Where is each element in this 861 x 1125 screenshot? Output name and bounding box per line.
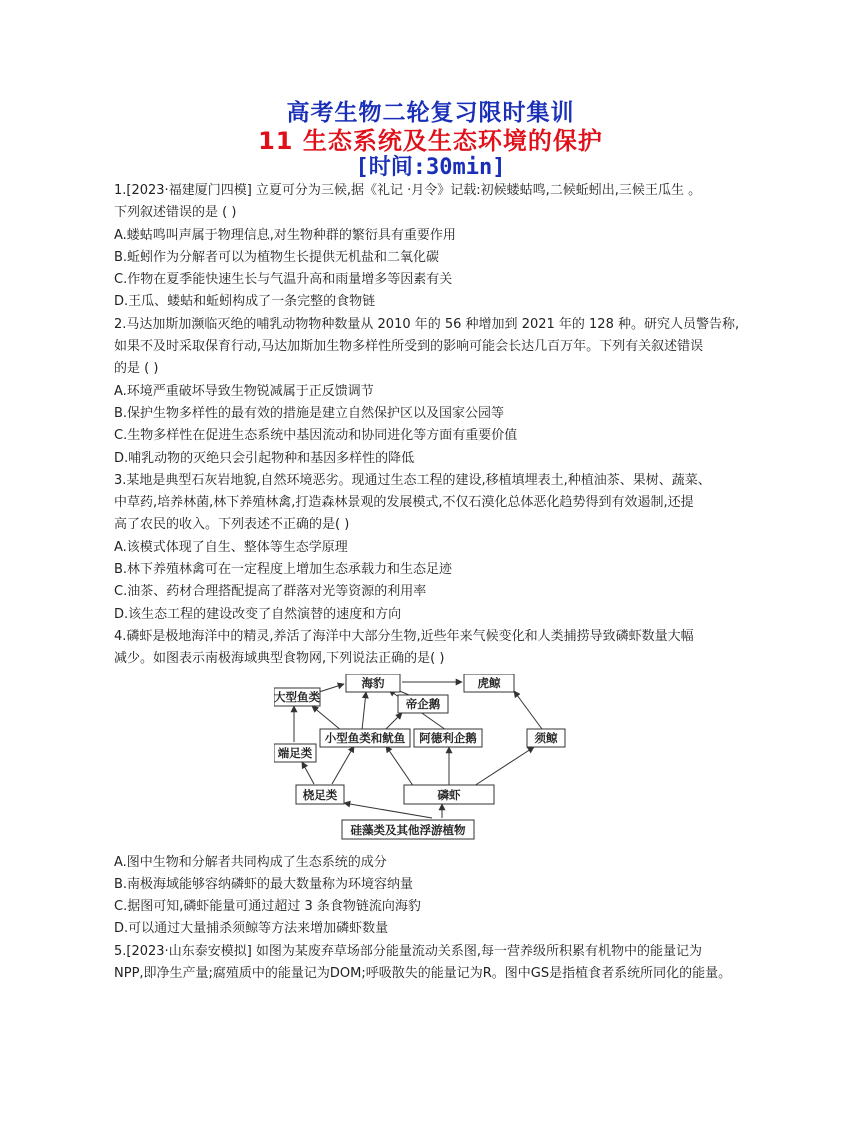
node-copepod [296, 785, 344, 804]
question-2-stem-line: 2.马达加斯加濒临灭绝的哺乳动物物种数量从 2010 年的 56 种增加到 2021 年的 128 种。研究人员警告称, [114, 316, 740, 332]
question-5-stem-line: NPP,即净生产量;腐殖质中的能量记为DOM;呼吸散失的能量记为R。图中GS是指植食者系统所同化的能量。 [114, 966, 732, 982]
svg-text:硅藻类及其他浮游植物: 硅藻类及其他浮游植物 [350, 822, 466, 837]
question-3-option-c: C.油茶、药材合理搭配提高了群落对光等资源的利用率 [114, 584, 427, 600]
question-1-option-c: C.作物在夏季能快速生长与气温升高和雨量增多等因素有关 [114, 272, 453, 288]
time-limit: [时间:30min] [355, 155, 506, 180]
svg-text:海豹: 海豹 [361, 675, 385, 690]
question-1-option-b: B.蚯蚓作为分解者可以为植物生长提供无机盐和二氧化碳 [114, 249, 440, 265]
node-baleen-whale [527, 729, 565, 747]
question-4-stem-line: 减少。如图表示南极海域典型食物网,下列说法正确的是( ) [114, 651, 445, 667]
question-2-option-b: B.保护生物多样性的最有效的措施是建立自然保护区以及国家公园等 [114, 405, 505, 421]
node-seal [346, 674, 400, 692]
question-3-stem-line: 3.某地是典型石灰岩地貌,自然环境恶劣。现通过生态工程的建设,移植填埋表土,种植油茶、果树、蔬菜、 [114, 472, 711, 488]
svg-text:磷虾: 磷虾 [437, 787, 461, 802]
question-1-stem-line: 下列叙述错误的是 ( ) [114, 205, 237, 221]
question-4-option-d: D.可以通过大量捕杀须鲸等方法来增加磷虾数量 [114, 921, 389, 937]
question-4-option-c: C.据图可知,磷虾能量可通过超过 3 条食物链流向海豹 [114, 899, 421, 915]
svg-text:阿德利企鹅: 阿德利企鹅 [419, 730, 477, 745]
question-2-stem-line: 的是 ( ) [114, 361, 159, 377]
arrow-small-fish-to-seal [362, 692, 366, 730]
arrow-copepod-to-small-fish [332, 746, 354, 784]
question-2-option-c: C.生物多样性在促进生态系统中基因流动和协同进化等方面有重要价值 [114, 428, 518, 444]
question-1-option-d: D.王瓜、蝼蛄和蚯蚓构成了一条完整的食物链 [114, 294, 376, 310]
arrow-small-fish-to-emperor [384, 713, 402, 731]
questions-body [114, 180, 754, 985]
node-krill [404, 785, 494, 804]
svg-text:帝企鹅: 帝企鹅 [405, 696, 441, 711]
node-adelie-penguin [414, 729, 482, 747]
node-orca [464, 674, 514, 692]
node-emperor-penguin [398, 695, 448, 713]
question-3-option-b: B.林下养殖林禽可在一定程度上增加生态承载力和生态足迹 [114, 562, 453, 578]
arrow-big-fish-to-seal [319, 684, 344, 692]
question-4-option-b: B.南极海域能够容纳磷虾的最大数量称为环境容纳量 [114, 876, 414, 892]
node-diatoms [342, 820, 474, 839]
arrow-baleen-whale-to-orca [514, 691, 542, 729]
question-3-stem-line: 中草药,培养林菌,林下养殖林禽,打造森林景观的发展模式,不仅石漠化总体恶化趋势得到有效遏制,还提 [114, 495, 694, 511]
svg-text:须鲸: 须鲸 [534, 730, 558, 745]
arrow-diatoms-to-copepod [344, 803, 432, 818]
svg-text:端足类: 端足类 [277, 745, 313, 760]
question-2-option-a: A.环境严重破坏导致生物锐减属于正反馈调节 [114, 383, 374, 399]
svg-text:大型鱼类: 大型鱼类 [274, 689, 320, 704]
question-1-stem-line: 1.[2023·福建厦门四模] 立夏可分为三候,据《礼记 ·月令》记载:初候蝼蛄鸣,二候蚯蚓出,三候王瓜生 。 [114, 183, 702, 198]
svg-text:虎鲸: 虎鲸 [477, 675, 501, 690]
question-3-option-a: A.该模式体现了自生、整体等生态学原理 [114, 539, 348, 555]
chapter-title: 11 生态系统及生态环境的保护 [258, 127, 603, 155]
question-2-stem-line: 如果不及时采取保育行动,马达加斯加生物多样性所受到的影响可能会长达几百万年。下列有关叙述错误 [114, 339, 704, 355]
question-2-option-d: D.哺乳动物的灭绝只会引起物种和基因多样性的降低 [114, 450, 415, 466]
arrow-copepod-to-amphipod [302, 762, 314, 784]
question-5-stem-line: 5.[2023·山东泰安模拟] 如图为某废弃草场部分能量流动关系图,每一营养级所积累有机物中的能量记为 [114, 943, 703, 959]
node-big-fish [274, 688, 320, 706]
doc-title: 高考生物二轮复习限时集训 [286, 100, 575, 126]
question-3-option-d: D.该生态工程的建设改变了自然演替的速度和方向 [114, 606, 402, 622]
question-4-stem-line: 4.磷虾是极地海洋中的精灵,养活了海洋中大部分生物,近些年来气候变化和人类捕捞导致磷虾数量大幅 [114, 628, 694, 644]
arrow-krill-to-baleen-whale [474, 747, 534, 786]
node-amphipod [274, 744, 316, 762]
question-4-option-a: A.图中生物和分解者共同构成了生态系统的成分 [114, 854, 387, 870]
arrow-krill-to-small-fish [386, 746, 414, 787]
question-3-stem-line: 高了农民的收入。下列表述不正确的是( ) [114, 517, 350, 533]
food-web-diagram [274, 674, 594, 850]
svg-text:桡足类: 桡足类 [302, 787, 338, 802]
node-small-fish-squid [320, 729, 410, 747]
svg-text:小型鱼类和鱿鱼: 小型鱼类和鱿鱼 [324, 730, 406, 745]
arrow-small-fish-to-big-fish [312, 706, 342, 731]
question-1-option-a: A.蝼蛄鸣叫声属于物理信息,对生物种群的繁衍具有重要作用 [114, 227, 456, 243]
